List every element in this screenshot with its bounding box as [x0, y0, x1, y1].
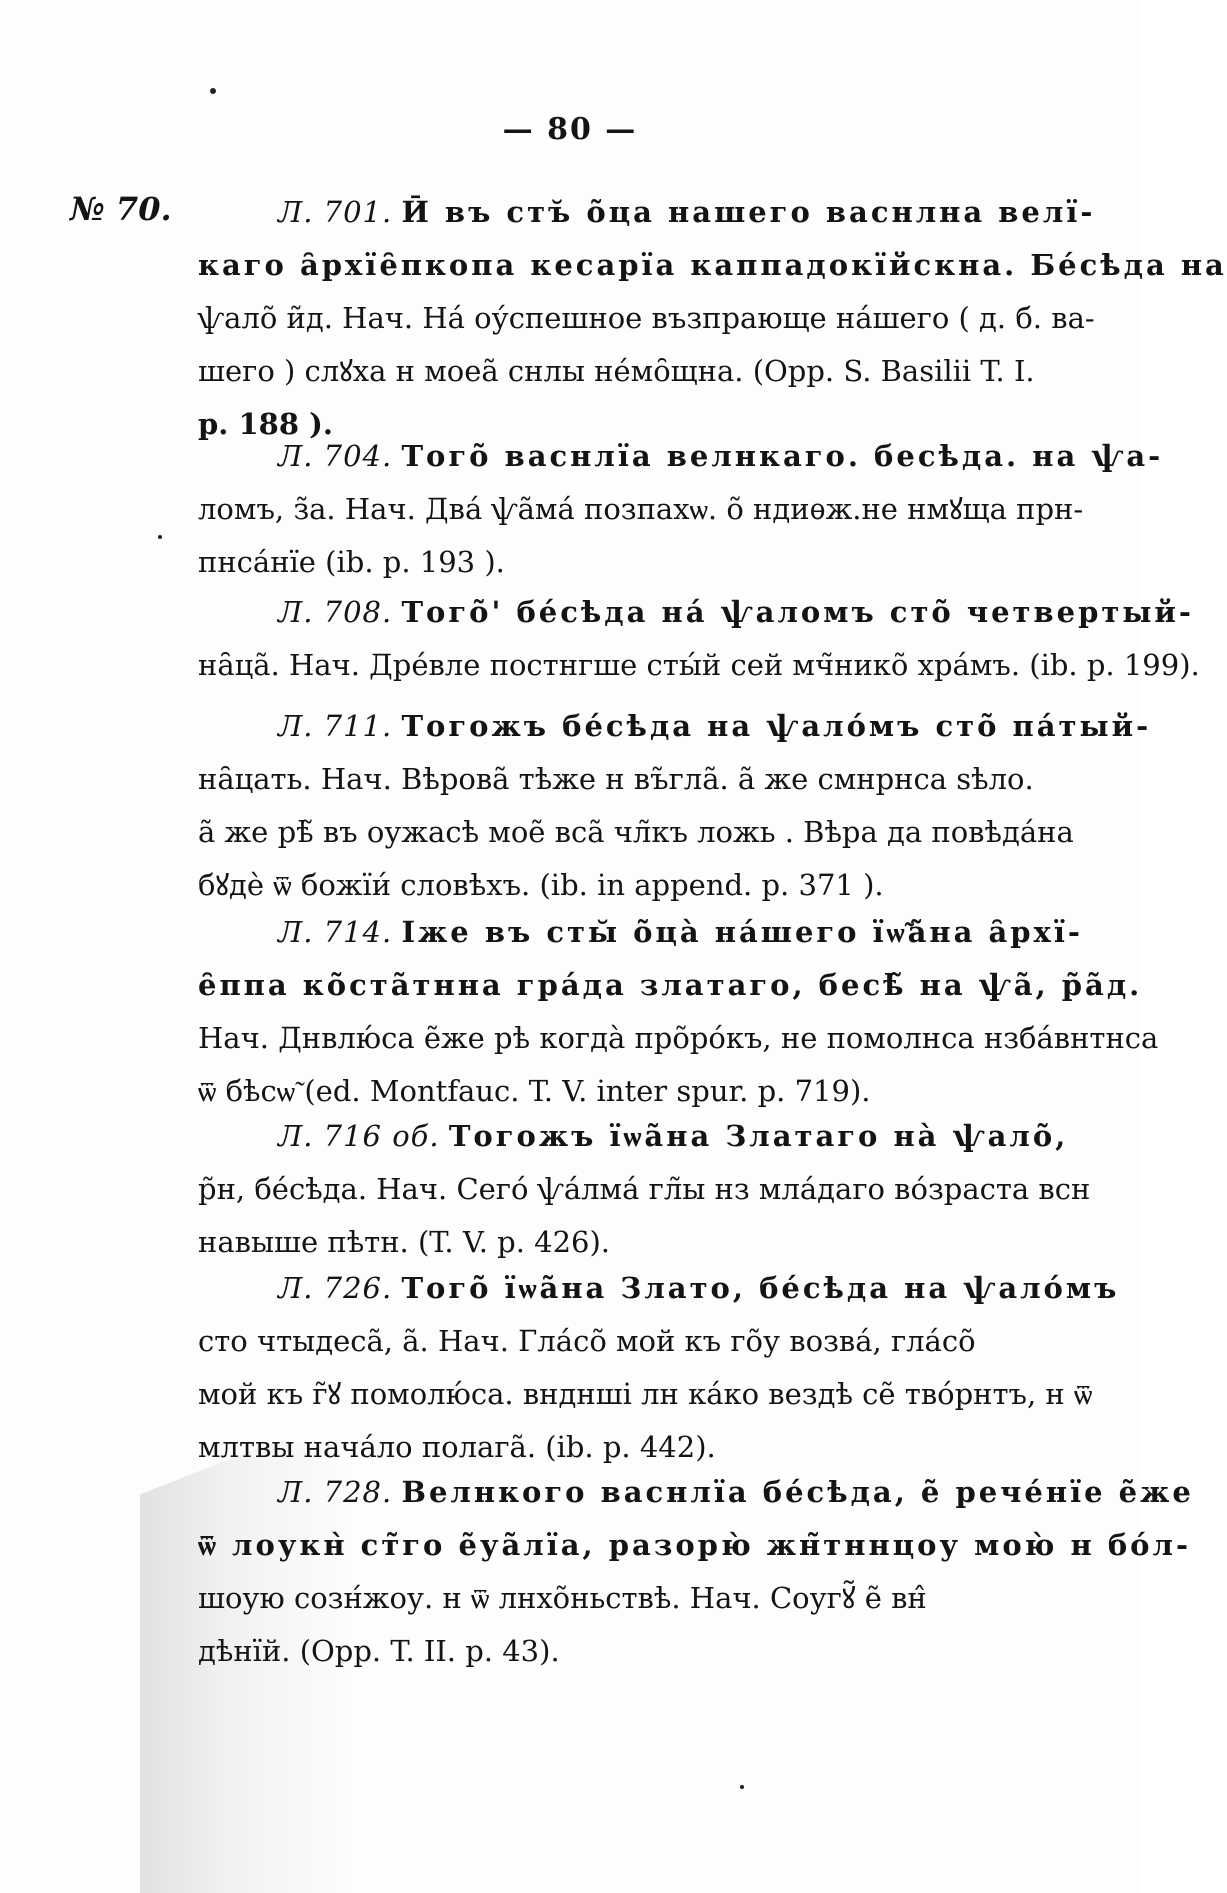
entry-711	[198, 700, 1152, 912]
entry-line: а̃ же рѣ̃ въ оужасѣ мое̃ вса̃ чл̃къ ложь . Вѣра да повѣда́на	[198, 815, 1074, 849]
entry-line: p. 188 ).	[198, 407, 333, 441]
entry-line: навыше пѣтн. (T. V. p. 426).	[198, 1225, 611, 1259]
entry-704	[198, 430, 1164, 589]
entry-line: пнса́нїе (ib. p. 193 ).	[198, 545, 505, 579]
entry-line: ѿ бѣсѡ̃ (ed. Montfauc. T. V. inter spur. p. 719).	[198, 1074, 871, 1108]
entry-line	[198, 186, 1096, 239]
entry-text: Тогожъ бе́сѣда на ѱало́мъ сто̃ па́тый-	[401, 709, 1152, 743]
entry-728	[198, 1466, 1194, 1678]
entry-line: шоую созн́жоу. н ѿ лнхо̃ньствѣ. Нач. Соугꙋ̃ е̃ вн̂	[198, 1581, 927, 1615]
entry-line	[198, 1110, 1093, 1163]
entry-line: Нач. Днвлю́са е̃же рѣ когда̀ про̃ро́къ, не помолнса нзба́внтнса	[198, 1021, 1159, 1055]
entry-text: Того̃ васнлїа велнкаго. бесѣда. на ѱа-	[401, 439, 1164, 473]
entry-701	[198, 186, 1227, 451]
entry-line: млтвы нача́ло полага̃. (ib. p. 442).	[198, 1430, 716, 1464]
entry-line: мой къ г̃ꙋ помолю́са. внднші лн ка́ко вездѣ се̃ тво́рнтъ, н ѿ	[198, 1377, 1093, 1411]
entry-708	[198, 586, 1200, 692]
page-number: — 80 —	[502, 112, 638, 147]
entry-text: Тогожъ їѡа̃на Златаго на̀ ѱало̃,	[448, 1119, 1069, 1153]
ink-speck	[158, 535, 162, 539]
entry-line: дѣнїй. (Opp. T. II. p. 43).	[198, 1634, 560, 1668]
manuscript-number: № 70.	[70, 190, 172, 228]
folio-ref: Л. 711.	[278, 709, 393, 743]
entry-line	[198, 700, 1152, 753]
entry-line	[198, 586, 1194, 639]
entry-line: на̑цать. Нач. Вѣрова̃ тѣже н въ̃гла̃. а̃ же смнрнса ѕѣло.	[198, 762, 1034, 796]
entry-line	[198, 1466, 1194, 1519]
entry-line: бꙋдѐ ѿ божїи́ словѣхъ. (ib. in append. p. 371 ).	[198, 868, 884, 902]
entry-text: Велнкого васнлїа бе́сѣда, е̃ рече́нїе е̃же	[401, 1475, 1194, 1509]
entry-line: ѱало̃ и̃д. Нач. На́ оу́спешное възпрающе на́шего ( д. б. ва-	[198, 301, 1095, 335]
folio-ref: Л. 726.	[278, 1271, 393, 1305]
entry-line	[198, 1262, 1120, 1315]
entry-line	[198, 906, 1093, 959]
entry-726	[198, 1262, 1120, 1474]
entry-line: каго а̑рхїе̑пкопа кесарїа каппадокїйскна. Бе́сѣда на	[198, 248, 1227, 282]
entry-line: шего ) слꙋха н моеа̃ снлы не́мо̑щна. (Opp. S. Basilii T. I.	[198, 354, 1035, 388]
entry-714	[198, 906, 1159, 1118]
entry-text: Іже въ сты̆ о̃ца̀ на́шего їѡ̃а̃на а̑рхї-	[401, 915, 1083, 949]
entry-text: Ӣ въ стъ̆ о̃ца нашего васнлна велї-	[401, 195, 1096, 229]
entry-line	[198, 430, 1164, 483]
entry-line: ѿ лоукн̀ ст̃го е̃уа̃лїа, разорю̀ жн̃тннцоу мою̀ н бо́л-	[198, 1528, 1191, 1562]
folio-ref: Л. 701.	[278, 195, 393, 229]
entry-line: на̑ца̃. Нач. Дре́вле постнгше сты́й сей мч̃нико̃ хра́мъ. (ib. p. 199).	[198, 648, 1200, 682]
entry-text: Того̃ їѡа̃на Злато, бе́сѣда на ѱало́мъ	[401, 1271, 1120, 1305]
folio-ref: Л. 714.	[278, 915, 393, 949]
entry-line: е̑ппа ко̃ста̃тнна гра́да златаго, бесѣ̃ на ѱа̃, р̃а̃д.	[198, 968, 1143, 1002]
ink-speck	[740, 1785, 744, 1789]
folio-ref: Л. 716 об.	[278, 1119, 440, 1153]
folio-ref: Л. 728.	[278, 1475, 393, 1509]
entry-716	[198, 1110, 1093, 1269]
entry-line: сто чтыдеса̃, а̃. Нач. Гла́со̃ мой къ го̃у возва́, гла́со̃	[198, 1324, 976, 1358]
folio-ref: Л. 708.	[278, 595, 393, 629]
folio-ref: Л. 704.	[278, 439, 393, 473]
entry-text: Того̃' бе́сѣда на́ ѱаломъ сто̃ четвертый-	[401, 595, 1194, 629]
ink-speck	[210, 88, 216, 94]
entry-line: р̃н, бе́сѣда. Нач. Сего́ ѱа́лма́ гл̃ы нз мла́даго во́зраста всн	[198, 1172, 1091, 1206]
entry-line: ломъ, з̃а. Нач. Два́ ѱа̃ма́ позпахѡ. о̃ ндиѳж.не нмꙋща прн-	[198, 492, 1084, 526]
